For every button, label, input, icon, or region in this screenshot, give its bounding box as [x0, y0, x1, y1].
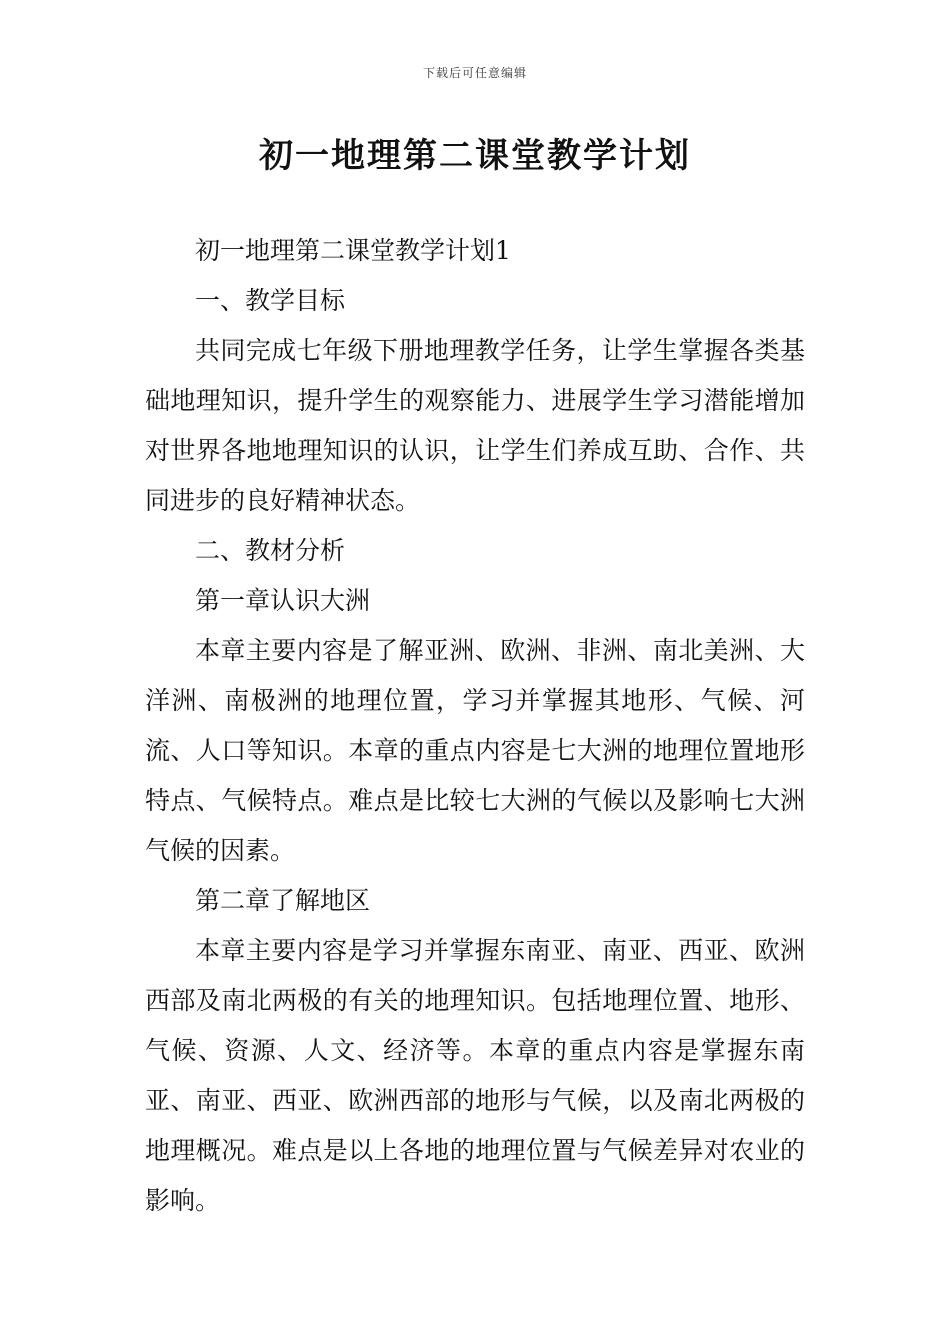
header-note: 下载后可任意编辑: [422, 66, 527, 80]
chapter-heading-2: 第二章了解地区: [195, 886, 371, 915]
paragraph-subtitle: 初一地理第二课堂教学计划1: [195, 236, 511, 265]
paragraph-chapter-2: 本章主要内容是学习并掌握东南亚、南亚、西亚、欧洲西部及南北两极的有关的地理知识。包括地理位置、地形、气候、资源、人文、经济等。本章的重点内容是掌握东南亚、南亚、西亚、欧洲西部的地形与气候，以及南北两极的地理概况。难点是以上各地的地理位置与气候差异对农业的影响。: [145, 936, 805, 1215]
paragraph-chapter-1: 本章主要内容是了解亚洲、欧洲、非洲、南北美洲、大洋洲、南极洲的地理位置，学习并掌握其地形、气候、河流、人口等知识。本章的重点内容是七大洲的地理位置地形特点、气候特点。难点是比较七大洲的气候以及影响七大洲气候的因素。: [145, 636, 805, 865]
document-title: 初一地理第二课堂教学计划: [259, 136, 691, 176]
chapter-heading-1: 第一章认识大洲: [195, 586, 371, 615]
section-heading-goals: 一、教学目标: [195, 286, 346, 315]
paragraph-goals: 共同完成七年级下册地理教学任务，让学生掌握各类基础地理知识，提升学生的观察能力、进展学生学习潜能增加对世界各地地理知识的认识，让学生们养成互助、合作、共同进步的良好精神状态。: [145, 336, 805, 515]
document-body: [145, 226, 805, 1226]
section-heading-analysis: 二、教材分析: [195, 536, 346, 565]
